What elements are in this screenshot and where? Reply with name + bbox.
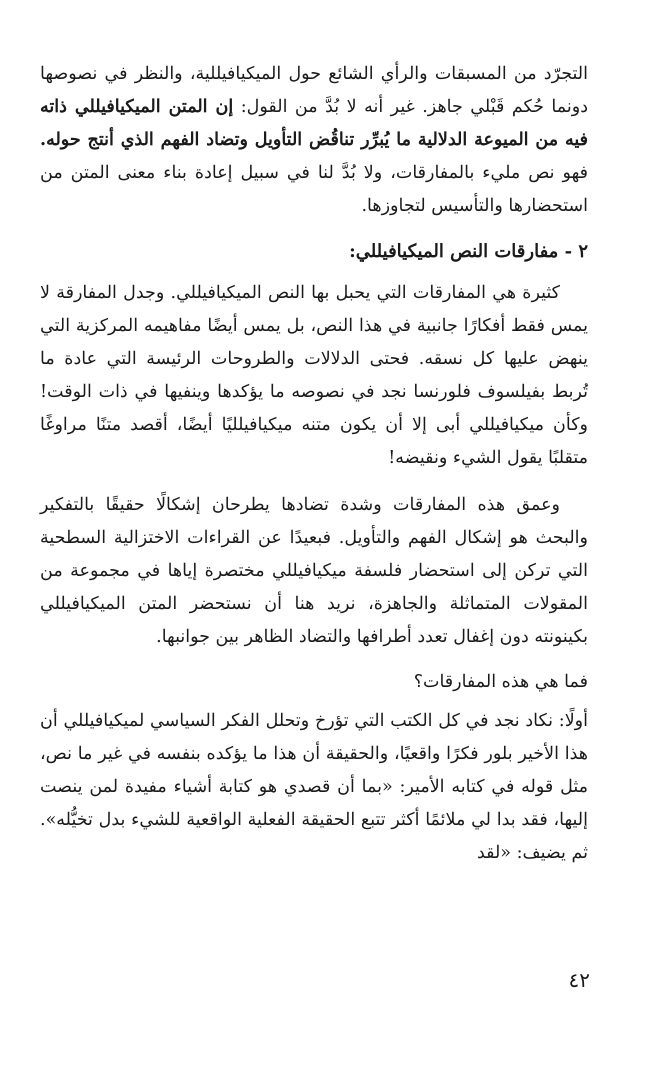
page-number: ٤٢ bbox=[568, 968, 590, 992]
paragraph-intro-bold: إن المتن الميكيافيللي ذاته فيه من الميوعة الدلالية ما يُبرِّر تناقُض التأويل وتضاد الفهم الذي أنتج حوله. bbox=[40, 97, 588, 150]
paragraph-first: أولًا: نكاد نجد في كل الكتب التي تؤرخ وتحلل الفكر السياسي لميكيافيللي أن هذا الأخير بلور فكرًا واقعيًا، والحقيقة أن هذا ما يؤكده بنفسه في غير ما نص، مثل قوله في كتابه الأمير: «بما أن قصدي هو كتابة أشياء مفيدة لمن ينصت إليها، فقد بدا لي ملائمًا أكثر تتبع الحقيقة الفعلية الواقعية للشيء بدل تخيُّله». ثم يضيف: «لقد bbox=[40, 711, 588, 863]
paragraph-intro-part1: التجرّد من المسبقات والرأي الشائع حول الميكيافيللية، والنظر في نصوصها دونما حُكم قَبْلي جاهز. غير أنه لا بُدَّ من القول: bbox=[40, 64, 588, 117]
paragraph-intro bbox=[40, 58, 588, 223]
paragraph-depth: وعمق هذه المفارقات وشدة تضادها يطرحان إشكالًا حقيقًا بالتفكير والبحث هو إشكال الفهم والتأويل. فبعيدًا عن القراءات الاختزالية السطحية التي تركن إلى استحضار فلسفة ميكيافيللي مختصرة إياها في مجموعة من المقولات المتماثلة والجاهزة، نريد هنا أن نستحضر المتن الميكيافيللي بكينونته دون إغفال تعدد أطرافها والتضاد الظاهر بين جوانبها. bbox=[40, 495, 588, 647]
question-line: فما هي هذه المفارقات؟ bbox=[413, 672, 588, 692]
paragraph-paradoxes: كثيرة هي المفارقات التي يحبل بها النص الميكيافيللي. وجدل المفارقة لا يمس فقط أفكارًا جانبية في هذا النص، بل يمس أيضًا مفاهيمه المركزية التي ينهض عليها كل نسقه. فحتى الدلالات والطروحات الرئيسة التي عادة ما تُربط بفيلسوف فلورنسا نجد في نصوصه ما يؤكدها وينفيها في ذات الوقت! وكأن ميكيافيللي أبى إلا أن يكون متنه ميكيافيلليًا أيضًا، أقصد متنًا مراوغًا متقلبًا يقول الشيء ونقيضه! bbox=[40, 283, 588, 468]
section-heading: ٢ - مفارقات النص الميكيافيللي: bbox=[349, 241, 588, 262]
paragraph-intro-part3: فهو نص مليء بالمفارقات، ولا بُدَّ لنا في سبيل إعادة بناء معنى المتن من استحضارها والتأسيس لتجاوزها. bbox=[40, 163, 588, 216]
page-body bbox=[40, 58, 588, 870]
